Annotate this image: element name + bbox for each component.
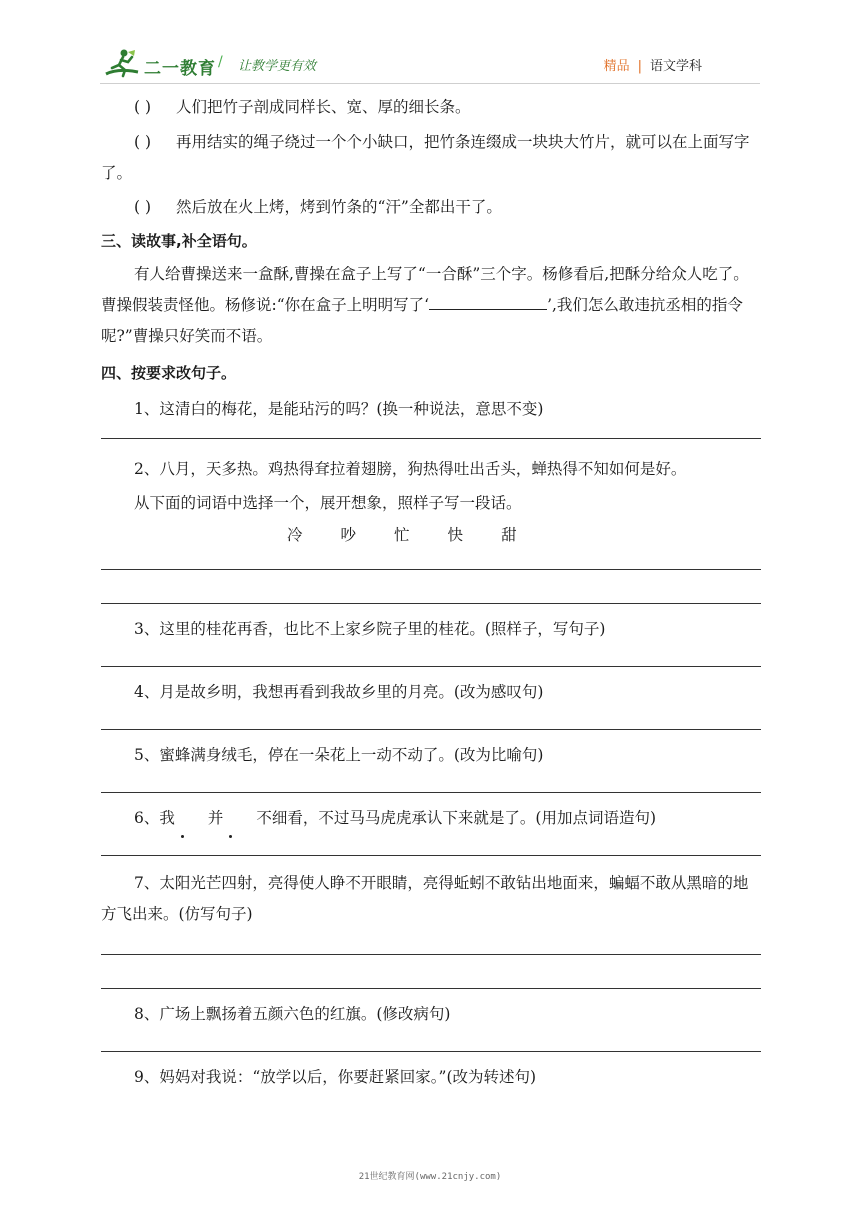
brand-name: 二一教育 xyxy=(144,59,216,79)
word-choice: 甜 xyxy=(501,526,517,544)
story-paragraph xyxy=(101,259,761,352)
answer-line-3[interactable] xyxy=(101,666,761,667)
page-header xyxy=(0,0,860,90)
runner-logo-icon xyxy=(104,48,140,80)
question-3: 3、这里的桂花再香，也比不上家乡院子里的桂花。(照样子，写句子) xyxy=(134,620,606,638)
answer-line-2b[interactable] xyxy=(101,603,761,604)
word-choices xyxy=(101,520,761,551)
question-8: 8、广场上飘扬着五颜六色的红旗。(修改病句) xyxy=(134,1005,451,1023)
ordering-item-1 xyxy=(101,92,761,123)
story-blank[interactable] xyxy=(429,293,547,310)
question-9: 9、妈妈对我说：“放学以后，你要赶紧回家。”(改为转述句) xyxy=(134,1068,537,1086)
section-3-heading: 三、读故事,补全语句。 xyxy=(101,232,257,250)
question-6-prefix: 6、我 xyxy=(134,809,175,827)
question-6 xyxy=(101,803,761,834)
subject-label: 语文学科 xyxy=(649,59,702,74)
order-blank[interactable]: ( ) xyxy=(134,133,152,151)
answer-line-2a[interactable] xyxy=(101,569,761,570)
ordering-text: 再用结实的绳子绕过一个个小缺口，把竹条连缀成一块块大竹片，就可以在上面写字了。 xyxy=(101,133,750,182)
answer-line-5[interactable] xyxy=(101,792,761,793)
answer-line-7b[interactable] xyxy=(101,988,761,989)
brand-logo xyxy=(104,48,336,82)
answer-line-7a[interactable] xyxy=(101,954,761,955)
header-tags xyxy=(604,55,702,74)
story-text-after: ’,我们怎么敢违抗丞相的指令呢?”曹操只好笑而不语。 xyxy=(101,296,743,345)
question-6-suffix: 细看，不过马马虎虎承认下来就是了。(用加点词语造句) xyxy=(271,809,657,827)
question-5: 5、蜜蜂满身绒毛，停在一朵花上一动不动了。(改为比喻句) xyxy=(134,746,544,764)
worksheet-body xyxy=(101,90,761,1093)
dotted-word-char: 不 xyxy=(223,803,272,834)
page-footer: 21世纪教育网(www.21cnjy.com) xyxy=(358,1172,502,1182)
answer-line-8[interactable] xyxy=(101,1051,761,1052)
section-4-heading: 四、按要求改句子。 xyxy=(101,364,237,382)
ordering-item-2 xyxy=(101,127,761,189)
ordering-item-3 xyxy=(101,192,761,223)
question-7: 7、太阳光芒四射，亮得使人睁不开眼睛，亮得蚯蚓不敢钻出地面来，蝙蝠不敢从黑暗的地方飞出来。(仿写句子) xyxy=(101,874,749,923)
brand-slash: / xyxy=(218,54,223,70)
ordering-text: 然后放在火上烤，烤到竹条的“汗”全都出干了。 xyxy=(176,198,502,216)
header-divider xyxy=(100,83,760,84)
premium-label: 精品 xyxy=(603,59,630,74)
question-4: 4、月是故乡明，我想再看到我故乡里的月亮。(改为感叹句) xyxy=(134,683,544,701)
answer-line-4[interactable] xyxy=(101,729,761,730)
word-choice: 吵 xyxy=(340,526,357,544)
header-separator: | xyxy=(637,59,642,74)
question-2-instruction: 从下面的词语中选择一个，展开想象，照样子写一段话。 xyxy=(134,494,522,512)
story-text-before: 有人给曹操送来一盒酥,曹操在盒子上写了“一合酥”三个字。杨修看后,把酥分给众人吃了。曹操假装责怪他。杨修说:“你在盒子上明明写了‘ xyxy=(101,265,749,314)
question-1: 1、这清白的梅花，是能玷污的吗？(换一种说法，意思不变) xyxy=(134,400,544,418)
dotted-word-char: 并 xyxy=(175,803,224,834)
ordering-text: 人们把竹子剖成同样长、宽、厚的细长条。 xyxy=(176,98,471,116)
answer-line-1[interactable] xyxy=(101,438,761,439)
question-2: 2、八月，天多热。鸡热得耷拉着翅膀，狗热得吐出舌头，蝉热得不知如何是好。 xyxy=(134,460,687,478)
answer-line-6[interactable] xyxy=(101,855,761,856)
order-blank[interactable]: ( ) xyxy=(134,98,152,116)
word-choice: 快 xyxy=(447,526,464,544)
word-choice: 冷 xyxy=(287,526,303,544)
word-choice: 忙 xyxy=(394,526,410,544)
order-blank[interactable]: ( ) xyxy=(134,198,152,216)
brand-slogan: 让教学更有效 xyxy=(238,59,317,74)
